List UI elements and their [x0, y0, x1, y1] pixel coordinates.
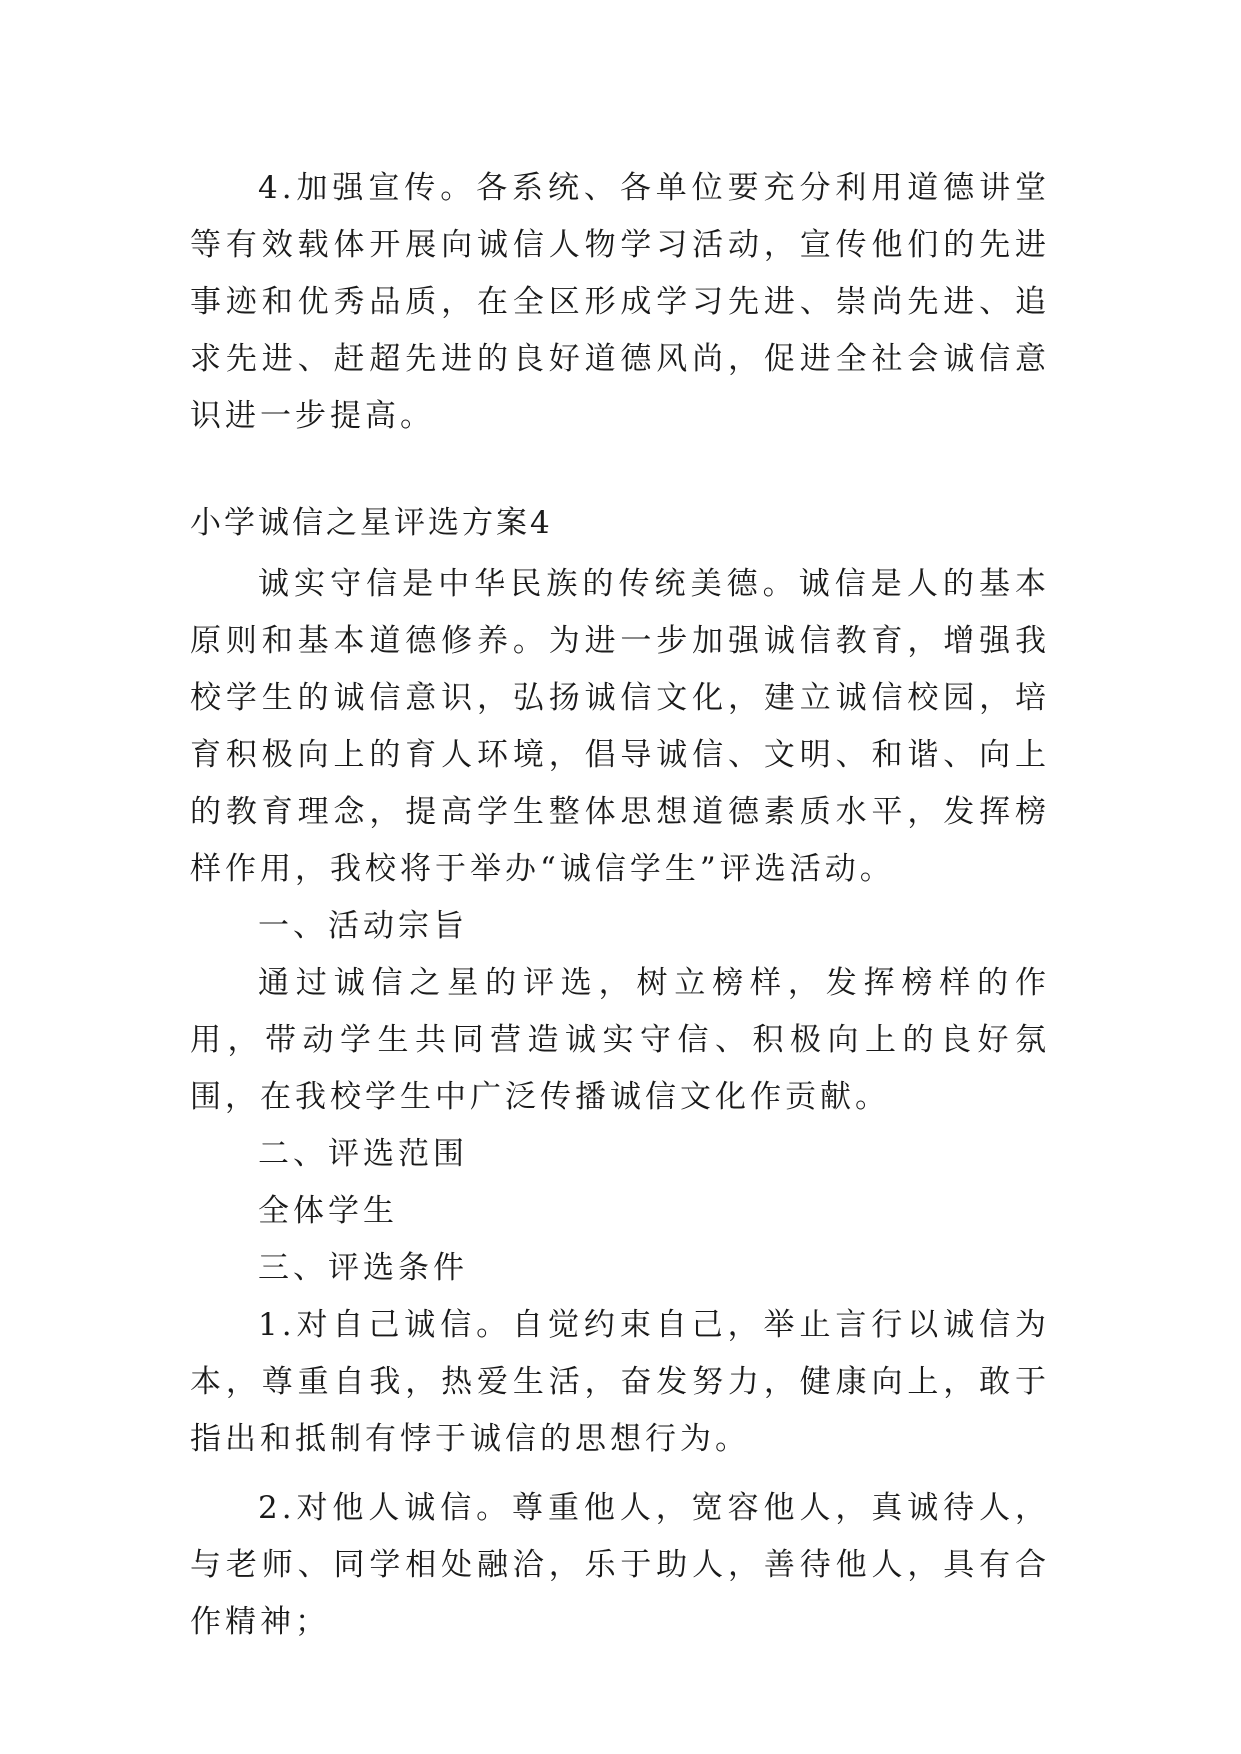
paragraph-scope: 全体学生 — [258, 1193, 398, 1229]
heading-purpose: 一、活动宗旨 — [258, 908, 468, 944]
document-page — [190, 160, 1050, 1651]
paragraph-purpose: 通过诚信之星的评选，树立榜样，发挥榜样的作用，带动学生共同营造诚实守信、积极向上的良好氛围，在我校学生中广泛传播诚信文化作贡献。 — [190, 965, 1050, 1115]
paragraph-promotion: 4.加强宣传。各系统、各单位要充分利用道德讲堂等有效载体开展向诚信人物学习活动，宣传他们的先进事迹和优秀品质，在全区形成学习先进、崇尚先进、追求先进、赶超先进的良好道德风尚，促进全社会诚信意识进一步提高。 — [190, 170, 1050, 434]
document-title: 小学诚信之星评选方案4 — [190, 505, 553, 541]
paragraph-criteria-2: 2.对他人诚信。尊重他人，宽容他人，真诚待人，与老师、同学相处融洽，乐于助人，善待他人，具有合作精神； — [190, 1490, 1050, 1640]
heading-scope: 二、评选范围 — [258, 1136, 468, 1172]
paragraph-intro: 诚实守信是中华民族的传统美德。诚信是人的基本原则和基本道德修养。为进一步加强诚信教育，增强我校学生的诚信意识，弘扬诚信文化，建立诚信校园，培育积极向上的育人环境，倡导诚信、文明、和谐、向上的教育理念，提高学生整体思想道德素质水平，发挥榜样作用，我校将于举办“诚信学生”评选活动。 — [190, 566, 1050, 887]
heading-criteria: 三、评选条件 — [258, 1250, 468, 1286]
paragraph-criteria-1: 1.对自己诚信。自觉约束自己，举止言行以诚信为本，尊重自我，热爱生活，奋发努力，健康向上，敢于指出和抵制有悖于诚信的思想行为。 — [190, 1307, 1050, 1457]
